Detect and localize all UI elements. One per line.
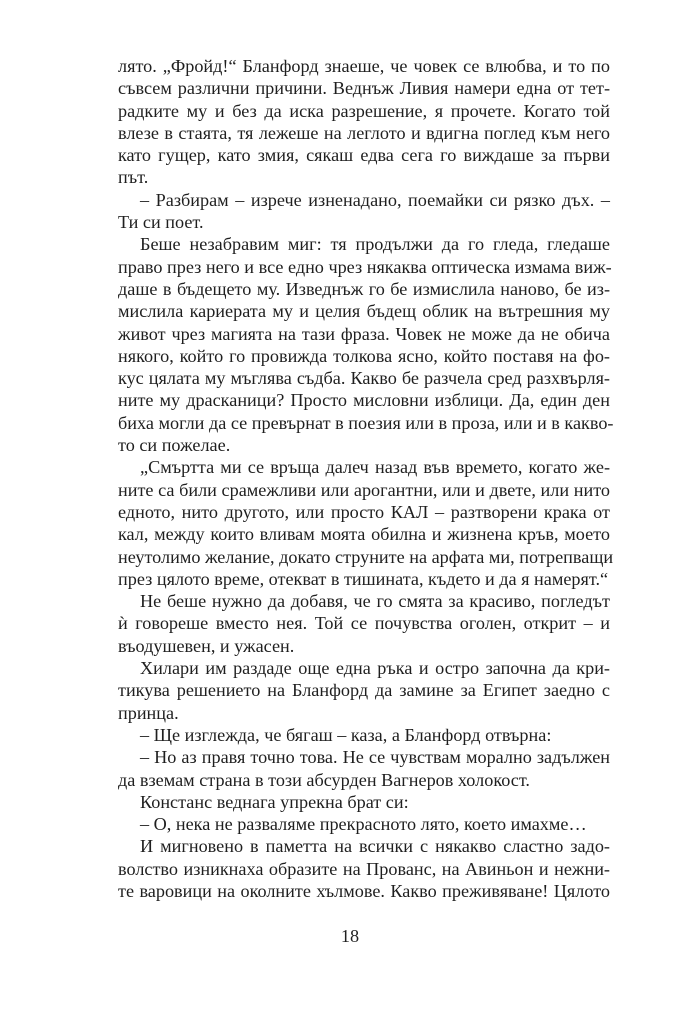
text-line: мислила кариерата му и целия бъдещ облик на вътрешния му xyxy=(118,301,610,322)
text-line: лято. „Фройд!“ Бланфорд знаеше, че човек се влюбва, и то по xyxy=(118,56,610,76)
text-line: даше в бъдещето му. Изведнъж го бе измислила наново, бе из- xyxy=(118,278,610,299)
text-line: Не беше нужно да добавя, че го смята за красиво, погледът xyxy=(140,591,610,612)
text-line: – Разбирам – изрече изненадано, поемайки си рязко дъх. – xyxy=(140,189,610,210)
text-line: „Смъртта ми се връща далеч назад във времето, когато же- xyxy=(140,457,610,478)
text-line: въодушевен, и ужасен. xyxy=(118,635,295,656)
page-number: 18 xyxy=(340,926,360,946)
text-line: път. xyxy=(118,167,149,188)
text-line: Беше незабравим миг: тя продължи да го гледа, гледаше xyxy=(140,234,610,255)
text-line: влезе в стаята, тя лежеше на леглото и вдигна поглед към него xyxy=(118,122,610,143)
text-line: тикува решението на Бланфорд да замине за Египет заедно с xyxy=(118,680,610,701)
text-line: И мигновено в паметта на всички с някакво сластно задо- xyxy=(140,836,610,857)
text-line: живот чрез магията на тази фраза. Човек не може да не обича xyxy=(118,323,610,344)
text-line: радките му и без да иска разрешение, я прочете. Когато той xyxy=(118,100,610,121)
text-line: Ти си поет. xyxy=(118,212,204,233)
text-line: ните са били срамежливи или арогантни, или и двете, или нито xyxy=(118,479,610,500)
text-line: като гущер, като змия, сякаш едва сега го виждаше за първи xyxy=(118,145,610,166)
text-line: кал, между които вливам моята обилна и жизнена кръв, моето xyxy=(118,524,610,545)
text-line: съвсем различни причини. Веднъж Ливия намери една от тет- xyxy=(118,78,610,99)
text-line: някого, който го провижда толкова ясно, който поставя на фо- xyxy=(118,345,610,366)
text-line: волство изникнаха образите на Прованс, на Авиньон и нежни- xyxy=(118,858,610,879)
text-line: – Ще изглежда, че бягаш – каза, а Бланфорд отвърна: xyxy=(140,724,552,745)
text-line: през цялото време, отекват в тишината, където и да я намерят.“ xyxy=(118,568,609,589)
page-body-text xyxy=(118,55,614,902)
text-line: те варовици на околните хълмове. Какво преживяване! Цялото xyxy=(118,880,610,901)
text-line: ните му драсканици? Просто мисловни изблици. Да, един ден xyxy=(118,390,610,411)
text-line: принца. xyxy=(118,702,179,723)
text-line: Констанс веднага упрекна брат си: xyxy=(140,791,409,812)
text-line: ѝ говореше вместо нея. Той се почувства оголен, открит – и xyxy=(118,613,610,634)
text-line: кус цялата му мъглява съдба. Какво бе разчела сред разхвърля- xyxy=(118,368,610,389)
text-line: едното, нито другото, или просто КАЛ – разтворени крака от xyxy=(118,501,610,522)
text-line: – О, нека не разваляме прекрасното лято, което имахме… xyxy=(140,814,587,835)
text-line: Хилари им раздаде още една ръка и остро започна да кри- xyxy=(140,658,610,679)
text-line: неутолимо желание, докато струните на арфата ми, потрепващи xyxy=(118,546,614,567)
text-line: – Но аз правя точно това. Не се чувствам морално задължен xyxy=(140,747,610,768)
text-line: то си пожелае. xyxy=(118,435,231,456)
text-line: биха могли да се превърнат в поезия или в проза, или и в какво- xyxy=(118,412,614,433)
text-line: да вземам страна в този абсурден Вагнеров холокост. xyxy=(118,769,530,790)
text-line: право през него и все едно чрез някаква оптическа измама виж- xyxy=(118,256,612,277)
